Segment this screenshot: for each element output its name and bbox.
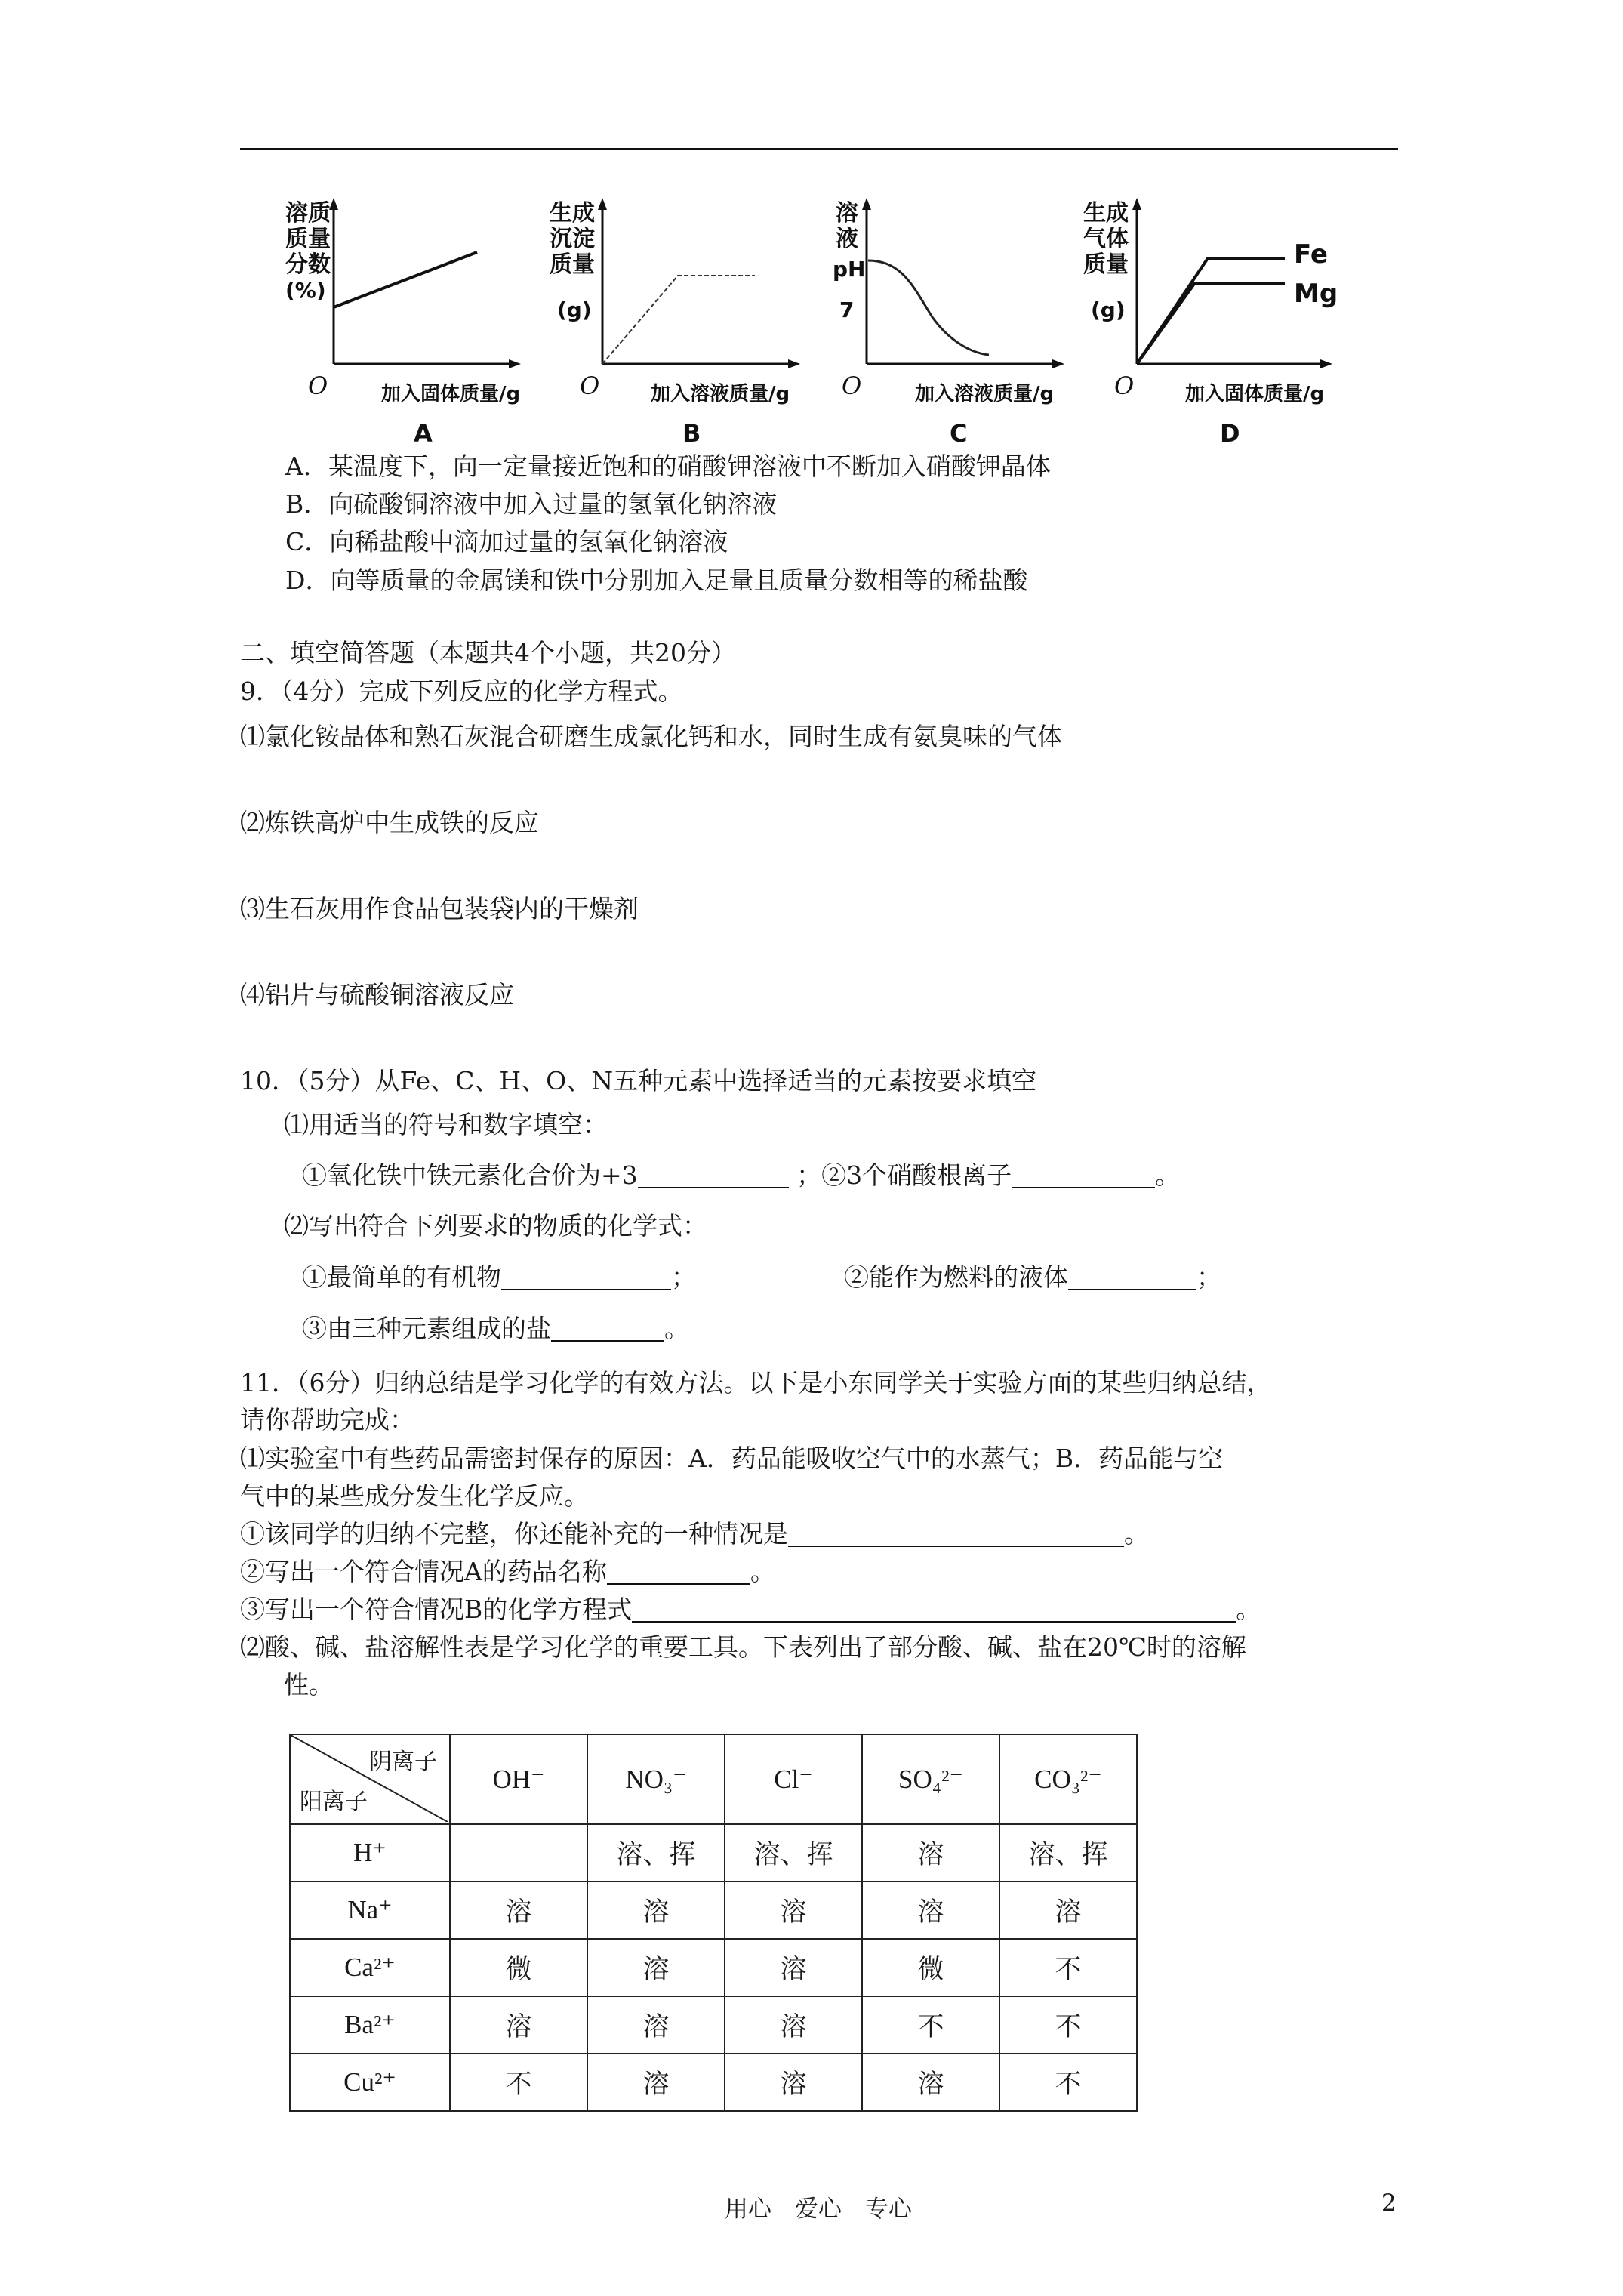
anion-header: CO₃²⁻ bbox=[999, 1734, 1137, 1824]
graph-c-yaxis-arrow bbox=[862, 198, 871, 210]
graph-b-curve bbox=[602, 276, 755, 364]
graph-a-xaxis-arrow bbox=[509, 359, 521, 368]
q10-2b-line bbox=[844, 1261, 1221, 1294]
solubility-cell: 溶 bbox=[450, 1996, 587, 2054]
solubility-cell: 溶 bbox=[725, 1996, 862, 2054]
section-2-heading: 二、填空简答题（本题共4个小题，共20分） bbox=[240, 638, 736, 667]
q9-item-2: ⑵炼铁高炉中生成铁的反应 bbox=[240, 808, 539, 837]
table-row bbox=[290, 1881, 1137, 1939]
graph-b bbox=[550, 198, 800, 448]
graph-b-origin: O bbox=[580, 371, 600, 400]
graph-b-xaxis-arrow bbox=[788, 359, 800, 368]
q10-1a-text: ①氧化铁中铁元素化合价为+3 bbox=[302, 1160, 638, 1190]
q11-s1-blank[interactable] bbox=[788, 1520, 1124, 1547]
graph-d-ylabel-1: 生成 bbox=[1083, 200, 1129, 227]
solubility-cell: 溶 bbox=[725, 1939, 862, 1996]
graph-d-letter: D bbox=[1220, 419, 1240, 448]
graph-c-ylabel-2: 液 bbox=[836, 226, 858, 252]
graph-a-letter: A bbox=[414, 419, 433, 448]
q11-s3-blank[interactable] bbox=[632, 1595, 1236, 1623]
solubility-cell: 溶 bbox=[725, 1881, 862, 1939]
q11-title-2: 请你帮助完成： bbox=[240, 1405, 414, 1435]
graph-d bbox=[1083, 198, 1338, 448]
q11-s2-end: 。 bbox=[750, 1557, 775, 1586]
q10-title: 10．（5分）从Fe、C、H、O、N五种元素中选择适当的元素按要求填空 bbox=[240, 1066, 1037, 1096]
graph-d-series-fe-label: Fe bbox=[1294, 239, 1328, 270]
q10-2b-end: ； bbox=[1196, 1262, 1221, 1292]
q11-s2-text: ②写出一个符合情况A的药品名称 bbox=[240, 1557, 607, 1586]
graphs-figure bbox=[0, 0, 1623, 483]
graph-c-ylabel-4: 7 bbox=[839, 297, 855, 322]
graph-d-yaxis-arrow bbox=[1132, 198, 1141, 210]
graph-b-ylabel-3: 质量 bbox=[550, 251, 595, 278]
graph-a bbox=[285, 198, 521, 448]
q10-2a-blank[interactable] bbox=[501, 1263, 671, 1290]
q10-2c-blank[interactable] bbox=[551, 1314, 664, 1342]
solubility-cell: 微 bbox=[862, 1939, 999, 1996]
q10-1a-blank[interactable] bbox=[638, 1161, 789, 1188]
cation-cell: H⁺ bbox=[290, 1824, 450, 1881]
graph-c-ylabel-3: pH bbox=[833, 257, 866, 282]
page-number: 2 bbox=[1381, 2190, 1397, 2217]
q11-s2-line bbox=[240, 1555, 775, 1589]
graph-d-series-mg bbox=[1137, 284, 1285, 364]
graph-d-series-fe bbox=[1137, 258, 1285, 364]
solubility-cell: 微 bbox=[450, 1939, 587, 1996]
q10-part-1-line bbox=[302, 1159, 1180, 1192]
graph-d-xaxis-arrow bbox=[1320, 359, 1332, 368]
q10-1-end: 。 bbox=[1155, 1160, 1181, 1190]
cation-cell: Cu²⁺ bbox=[290, 2054, 450, 2111]
cation-cell: Na⁺ bbox=[290, 1881, 450, 1939]
graph-c-xaxis-arrow bbox=[1052, 359, 1064, 368]
anion-header: Cl⁻ bbox=[725, 1734, 862, 1824]
q10-part-1: ⑴用适当的符号和数字填空： bbox=[284, 1110, 608, 1139]
solubility-cell: 溶 bbox=[862, 1881, 999, 1939]
graph-b-yaxis-arrow bbox=[598, 198, 607, 210]
corner-cation-label: 阳离子 bbox=[300, 1789, 368, 1814]
solubility-cell: 不 bbox=[450, 2054, 587, 2111]
q11-s1-line bbox=[240, 1518, 1149, 1551]
q10-2c-end: 。 bbox=[664, 1314, 689, 1343]
q11-s2-blank[interactable] bbox=[607, 1558, 750, 1585]
anion-header: OH⁻ bbox=[450, 1734, 587, 1824]
solubility-cell bbox=[450, 1824, 587, 1881]
option-a: A．某温度下，向一定量接近饱和的硝酸钾溶液中不断加入硝酸钾晶体 bbox=[285, 451, 1051, 481]
graph-b-ylabel-4: (g) bbox=[557, 297, 592, 322]
solubility-cell: 溶 bbox=[999, 1881, 1137, 1939]
table-header-row bbox=[290, 1734, 1137, 1824]
graph-d-ylabel-2: 气体 bbox=[1083, 226, 1129, 252]
corner-anion-label: 阴离子 bbox=[369, 1749, 437, 1774]
solubility-cell: 溶 bbox=[587, 1939, 725, 1996]
solubility-cell: 不 bbox=[999, 2054, 1137, 2111]
graph-b-xlabel: 加入溶液质量/g bbox=[651, 383, 790, 405]
q11-part-2: ⑵酸、碱、盐溶解性表是学习化学的重要工具。下表列出了部分酸、碱、盐在20℃时的溶解 bbox=[240, 1632, 1246, 1662]
solubility-cell: 溶 bbox=[862, 1824, 999, 1881]
solubility-cell: 溶、挥 bbox=[587, 1824, 725, 1881]
solubility-cell: 溶 bbox=[450, 1881, 587, 1939]
q10-2a-line bbox=[302, 1261, 696, 1294]
q11-part-1b: 气中的某些成分发生化学反应。 bbox=[240, 1481, 589, 1511]
q9-item-3: ⑶生石灰用作食品包装袋内的干燥剂 bbox=[240, 894, 639, 923]
q11-s3-text: ③写出一个符合情况B的化学方程式 bbox=[240, 1595, 633, 1624]
q11-s3-line bbox=[240, 1593, 1261, 1626]
option-c: C．向稀盐酸中滴加过量的氢氧化钠溶液 bbox=[285, 527, 728, 556]
solubility-cell: 不 bbox=[862, 1996, 999, 2054]
option-d: D．向等质量的金属镁和铁中分别加入足量且质量分数相等的稀盐酸 bbox=[285, 566, 1028, 595]
graph-a-curve bbox=[334, 252, 477, 307]
q11-s1-text: ①该同学的归纳不完整，你还能补充的一种情况是 bbox=[240, 1519, 788, 1549]
graph-a-ylabel-2: 质量 bbox=[285, 226, 331, 252]
graph-a-origin: O bbox=[308, 371, 328, 400]
solubility-cell: 溶 bbox=[587, 1996, 725, 2054]
graph-c bbox=[833, 198, 1064, 448]
graph-b-ylabel-2: 沉淀 bbox=[550, 226, 595, 252]
graph-d-origin: O bbox=[1114, 371, 1135, 400]
option-b: B．向硫酸铜溶液中加入过量的氢氧化钠溶液 bbox=[285, 489, 778, 519]
graph-a-ylabel-4: (%) bbox=[285, 278, 326, 303]
graph-c-ylabel-1: 溶 bbox=[836, 200, 858, 227]
anion-header: SO₄²⁻ bbox=[862, 1734, 999, 1824]
q9-title: 9．（4分）完成下列反应的化学方程式。 bbox=[240, 676, 683, 706]
cation-cell: Ba²⁺ bbox=[290, 1996, 450, 2054]
q10-2c-line bbox=[302, 1312, 689, 1345]
q10-2b-blank[interactable] bbox=[1068, 1263, 1196, 1290]
q11-s3-end: 。 bbox=[1236, 1595, 1261, 1624]
solubility-cell: 溶 bbox=[725, 2054, 862, 2111]
graph-a-xlabel: 加入固体质量/g bbox=[381, 383, 521, 405]
table-row bbox=[290, 2054, 1137, 2111]
q10-2a-end: ； bbox=[671, 1262, 696, 1292]
graph-d-ylabel-4: (g) bbox=[1091, 297, 1126, 322]
q10-2c-text: ③由三种元素组成的盐 bbox=[302, 1314, 551, 1343]
q11-title: 11．（6分）归纳总结是学习化学的有效方法。以下是小东同学关于实验方面的某些归纳总结， bbox=[240, 1368, 1272, 1398]
solubility-cell: 溶 bbox=[587, 1881, 725, 1939]
cation-cell: Ca²⁺ bbox=[290, 1939, 450, 1996]
table-corner-cell bbox=[290, 1734, 450, 1824]
graph-d-xlabel: 加入固体质量/g bbox=[1185, 383, 1325, 405]
q9-item-4: ⑷铝片与硫酸铜溶液反应 bbox=[240, 980, 514, 1009]
table-row bbox=[290, 1824, 1137, 1881]
graph-c-xlabel: 加入溶液质量/g bbox=[915, 383, 1055, 405]
table-row bbox=[290, 1996, 1137, 2054]
graph-b-letter: B bbox=[682, 419, 701, 448]
graph-d-series-mg-label: Mg bbox=[1294, 279, 1338, 309]
table-row bbox=[290, 1939, 1137, 1996]
q9-item-1: ⑴氯化铵晶体和熟石灰混合研磨生成氯化钙和水，同时生成有氨臭味的气体 bbox=[240, 722, 1062, 751]
graph-a-ylabel-3: 分数 bbox=[285, 251, 331, 278]
anion-header: NO₃⁻ bbox=[587, 1734, 725, 1824]
q10-2a-text: ①最简单的有机物 bbox=[302, 1262, 501, 1292]
q11-s1-end: 。 bbox=[1124, 1519, 1149, 1549]
solubility-cell: 不 bbox=[999, 1939, 1137, 1996]
solubility-table bbox=[289, 1734, 1138, 2112]
q10-1b-blank[interactable] bbox=[1012, 1161, 1155, 1188]
q10-2b-text: ②能作为燃料的液体 bbox=[844, 1262, 1068, 1292]
graph-a-ylabel-1: 溶质 bbox=[285, 200, 331, 227]
graph-c-origin: O bbox=[842, 371, 862, 400]
solubility-cell: 不 bbox=[999, 1996, 1137, 2054]
solubility-cell: 溶、挥 bbox=[725, 1824, 862, 1881]
graph-b-ylabel-1: 生成 bbox=[550, 200, 595, 227]
solubility-cell: 溶 bbox=[587, 2054, 725, 2111]
q11-part-1: ⑴实验室中有些药品需密封保存的原因：A．药品能吸收空气中的水蒸气；B．药品能与空 bbox=[240, 1444, 1224, 1473]
graph-c-letter: C bbox=[950, 419, 968, 448]
solubility-cell: 溶 bbox=[862, 2054, 999, 2111]
graph-c-curve bbox=[868, 260, 989, 355]
solubility-cell: 溶、挥 bbox=[999, 1824, 1137, 1881]
q10-1b-text: ；②3个硝酸根离子 bbox=[796, 1160, 1012, 1190]
graph-d-ylabel-3: 质量 bbox=[1083, 251, 1129, 278]
q11-part-2b: 性。 bbox=[284, 1670, 334, 1700]
q10-part-2: ⑵写出符合下列要求的物质的化学式： bbox=[284, 1211, 707, 1240]
page-footer: 用心 爱心 专心 bbox=[725, 2196, 912, 2223]
